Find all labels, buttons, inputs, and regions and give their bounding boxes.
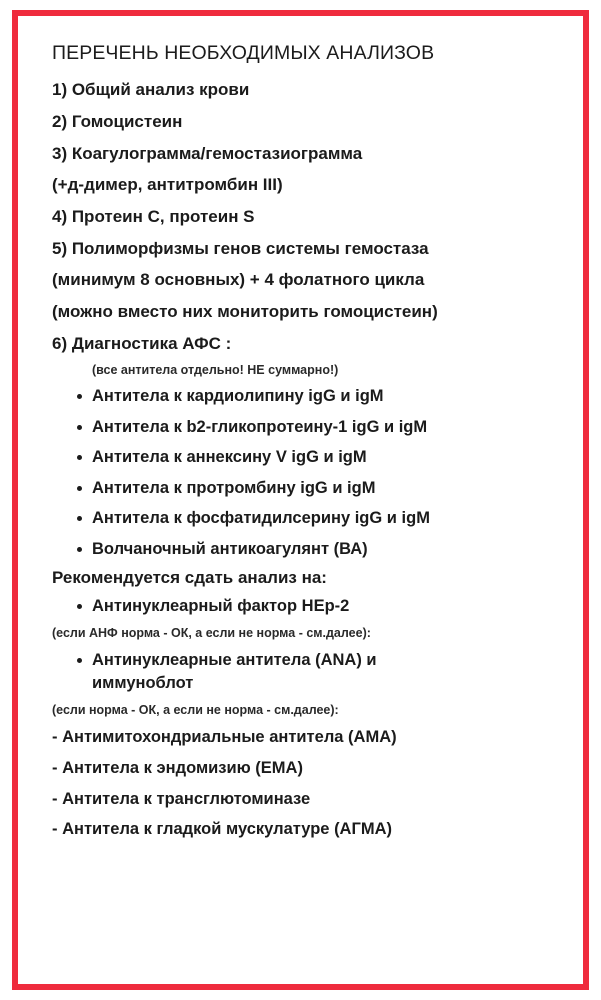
dash-item-1: - Антимитохондриальные антитела (АМА) bbox=[52, 727, 397, 746]
list-item-5-sub1: (минимум 8 основных) + 4 фолатного цикла bbox=[52, 270, 425, 290]
recommend-list-2 bbox=[52, 649, 563, 696]
recommend-list bbox=[52, 595, 563, 618]
list-item-line-1: Антинуклеарные антитела (ANA) и bbox=[92, 650, 377, 669]
list-item-3: 3) Коагулограмма/гемостазиограмма bbox=[52, 143, 363, 163]
list-item-line-2: иммуноблот bbox=[92, 674, 194, 693]
page-title: ПЕРЕЧЕНЬ НЕОБХОДИМЫХ АНАЛИЗОВ bbox=[52, 42, 435, 64]
dash-item-2: - Антитела к эндомизию (ЕМА) bbox=[52, 758, 303, 777]
list-item: Антитела к протромбину igG и igM bbox=[52, 477, 563, 500]
note-afs: (все антитела отдельно! НЕ суммарно!) bbox=[92, 363, 339, 378]
list-item-5-sub2: (можно вместо них мониторить гомоцистеин) bbox=[52, 301, 438, 321]
list-item: Антитела к фосфатидилсерину igG и igM bbox=[52, 507, 563, 530]
list-item-2: 2) Гомоцистеин bbox=[52, 112, 183, 132]
antibody-list bbox=[52, 385, 563, 561]
list-item-5: 5) Полиморфизмы генов системы гемостаза bbox=[52, 238, 429, 258]
list-item: Волчаночный антикоагулянт (ВА) bbox=[52, 538, 563, 561]
dash-item-3: - Антитела к трансглютоминазе bbox=[52, 789, 311, 808]
list-item: Антитела к аннексину V igG и igM bbox=[52, 446, 563, 469]
list-item bbox=[52, 649, 563, 696]
recommend-label: Рекомендуется сдать анализ на: bbox=[52, 567, 327, 587]
red-border-frame bbox=[12, 10, 589, 990]
list-item-1: 1) Общий анализ крови bbox=[52, 80, 250, 100]
note-anf: (если АНФ норма - ОК, а если не норма - см.далее): bbox=[52, 626, 371, 641]
note-norm: (если норма - ОК, а если не норма - см.далее): bbox=[52, 703, 339, 718]
list-item: Антитела к b2-гликопротеину-1 igG и igM bbox=[52, 416, 563, 439]
list-item-6: 6) Диагностика АФС : bbox=[52, 333, 232, 353]
document-content bbox=[52, 42, 563, 970]
dash-item-4: - Антитела к гладкой мускулатуре (АГМА) bbox=[52, 820, 392, 839]
list-item: Антинуклеарный фактор HEp-2 bbox=[52, 595, 563, 618]
list-item-4: 4) Протеин C, протеин S bbox=[52, 206, 255, 226]
list-item-3-sub: (+д-димер, антитромбин III) bbox=[52, 175, 283, 195]
list-item: Антитела к кардиолипину igG и igM bbox=[52, 385, 563, 408]
